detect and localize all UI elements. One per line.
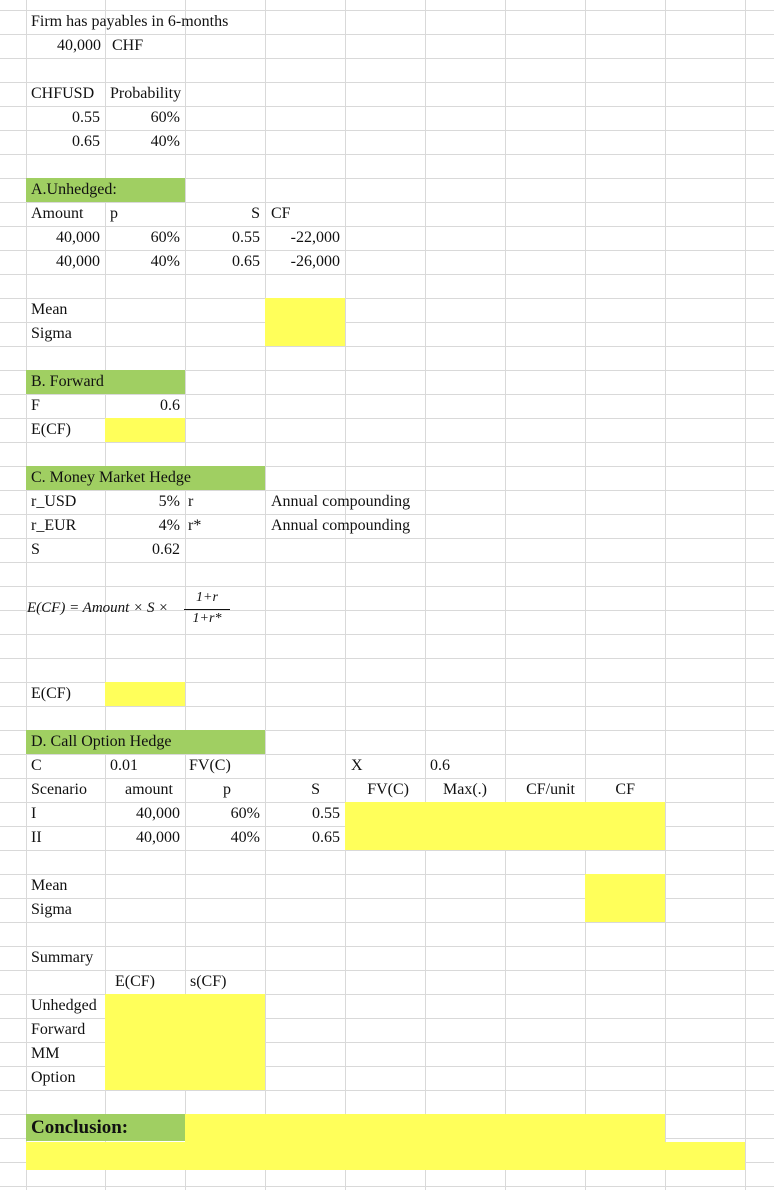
- mmh-formula-numerator: 1+r: [196, 590, 218, 605]
- unhedged-row1-s: 0.55: [232, 229, 260, 246]
- call-row2-p: 40%: [230, 829, 260, 846]
- mmh-formula-denominator: 1+r*: [192, 611, 222, 626]
- mmh-s-value: 0.62: [152, 541, 180, 558]
- call-scenario-input-block[interactable]: [345, 802, 665, 850]
- rates-header-prob: Probability: [110, 85, 182, 102]
- unhedged-header-amount: Amount: [31, 205, 84, 222]
- mmh-reur-value: 4%: [158, 517, 180, 534]
- call-mean-sigma-input[interactable]: [585, 874, 665, 922]
- unhedged-sigma-label: Sigma: [31, 325, 72, 342]
- summary-row-forward: Forward: [31, 1021, 86, 1038]
- mmh-reur-label: r_EUR: [31, 517, 77, 534]
- unhedged-row2-p: 40%: [150, 253, 180, 270]
- mmh-formula-left: E(CF) = Amount × S ×: [27, 600, 169, 616]
- call-header-max: Max(.): [443, 781, 487, 798]
- call-title: D. Call Option Hedge: [31, 733, 172, 750]
- rates-row2-prob: 40%: [150, 133, 180, 150]
- summary-input-block[interactable]: [105, 994, 265, 1090]
- call-row1-s: 0.55: [312, 805, 340, 822]
- intro-amount: 40,000: [57, 37, 101, 54]
- call-mean-label: Mean: [31, 877, 68, 894]
- call-header-amount: amount: [125, 781, 173, 798]
- unhedged-header-cf: CF: [271, 205, 291, 222]
- mmh-reur-symbol: r*: [188, 517, 202, 534]
- summary-row-mm: MM: [31, 1045, 60, 1062]
- unhedged-row1-cf: -22,000: [290, 229, 340, 246]
- unhedged-header-s: S: [251, 205, 260, 222]
- mmh-s-label: S: [31, 541, 40, 558]
- rates-row1-prob: 60%: [150, 109, 180, 126]
- intro-text: Firm has payables in 6-months: [31, 13, 229, 30]
- summary-header-scf: s(CF): [190, 973, 227, 990]
- call-row1-p: 60%: [230, 805, 260, 822]
- unhedged-row2-s: 0.65: [232, 253, 260, 270]
- mmh-reur-note: Annual compounding: [271, 517, 411, 534]
- call-x-value: 0.6: [430, 757, 450, 774]
- unhedged-row2-amount: 40,000: [56, 253, 100, 270]
- call-row2-s: 0.65: [312, 829, 340, 846]
- mmh-ecf-input[interactable]: [105, 682, 185, 706]
- mmh-rusd-value: 5%: [158, 493, 180, 510]
- call-row1-amount: 40,000: [136, 805, 180, 822]
- conclusion-label: Conclusion:: [31, 1117, 129, 1138]
- call-c-value: 0.01: [110, 757, 138, 774]
- conclusion-input-top[interactable]: [185, 1114, 665, 1142]
- mmh-rusd-note: Annual compounding: [271, 493, 411, 510]
- unhedged-row2-cf: -26,000: [290, 253, 340, 270]
- unhedged-header-p: p: [110, 205, 118, 222]
- mmh-rusd-symbol: r: [188, 493, 194, 510]
- summary-row-unhedged: Unhedged: [31, 997, 97, 1014]
- rates-row2-rate: 0.65: [72, 133, 100, 150]
- unhedged-mean-label: Mean: [31, 301, 68, 318]
- call-header-s: S: [311, 781, 320, 798]
- call-row1-scenario: I: [31, 805, 37, 822]
- call-header-fvc: FV(C): [367, 781, 409, 798]
- rates-header-rate: CHFUSD: [31, 85, 95, 102]
- mmh-formula-fraction-bar: [184, 609, 230, 610]
- call-c-label: C: [31, 757, 42, 774]
- forward-ecf-input[interactable]: [105, 418, 185, 442]
- intro-currency: CHF: [112, 37, 144, 54]
- unhedged-title: A.Unhedged:: [31, 181, 117, 198]
- call-header-cfunit: CF/unit: [526, 781, 575, 798]
- forward-title: B. Forward: [31, 373, 104, 390]
- unhedged-mean-sigma-input[interactable]: [265, 298, 345, 346]
- rates-row1-rate: 0.55: [72, 109, 100, 126]
- summary-title: Summary: [31, 949, 94, 966]
- unhedged-row1-p: 60%: [150, 229, 180, 246]
- unhedged-row1-amount: 40,000: [56, 229, 100, 246]
- summary-row-option: Option: [31, 1069, 76, 1086]
- mmh-ecf-label: E(CF): [31, 685, 71, 702]
- call-header-p: p: [223, 781, 231, 798]
- call-sigma-label: Sigma: [31, 901, 72, 918]
- conclusion-input-bottom[interactable]: [26, 1142, 745, 1170]
- summary-header-ecf: E(CF): [115, 973, 155, 990]
- mmh-rusd-label: r_USD: [31, 493, 77, 510]
- forward-ecf-label: E(CF): [31, 421, 71, 438]
- call-header-cf: CF: [615, 781, 635, 798]
- call-header-scenario: Scenario: [31, 781, 87, 798]
- call-fvc-label: FV(C): [189, 757, 231, 774]
- forward-f-value: 0.6: [160, 397, 180, 414]
- call-x-label: X: [351, 757, 363, 774]
- mmh-title: C. Money Market Hedge: [31, 469, 191, 486]
- call-row2-scenario: II: [31, 829, 42, 846]
- forward-f-label: F: [31, 397, 40, 414]
- call-row2-amount: 40,000: [136, 829, 180, 846]
